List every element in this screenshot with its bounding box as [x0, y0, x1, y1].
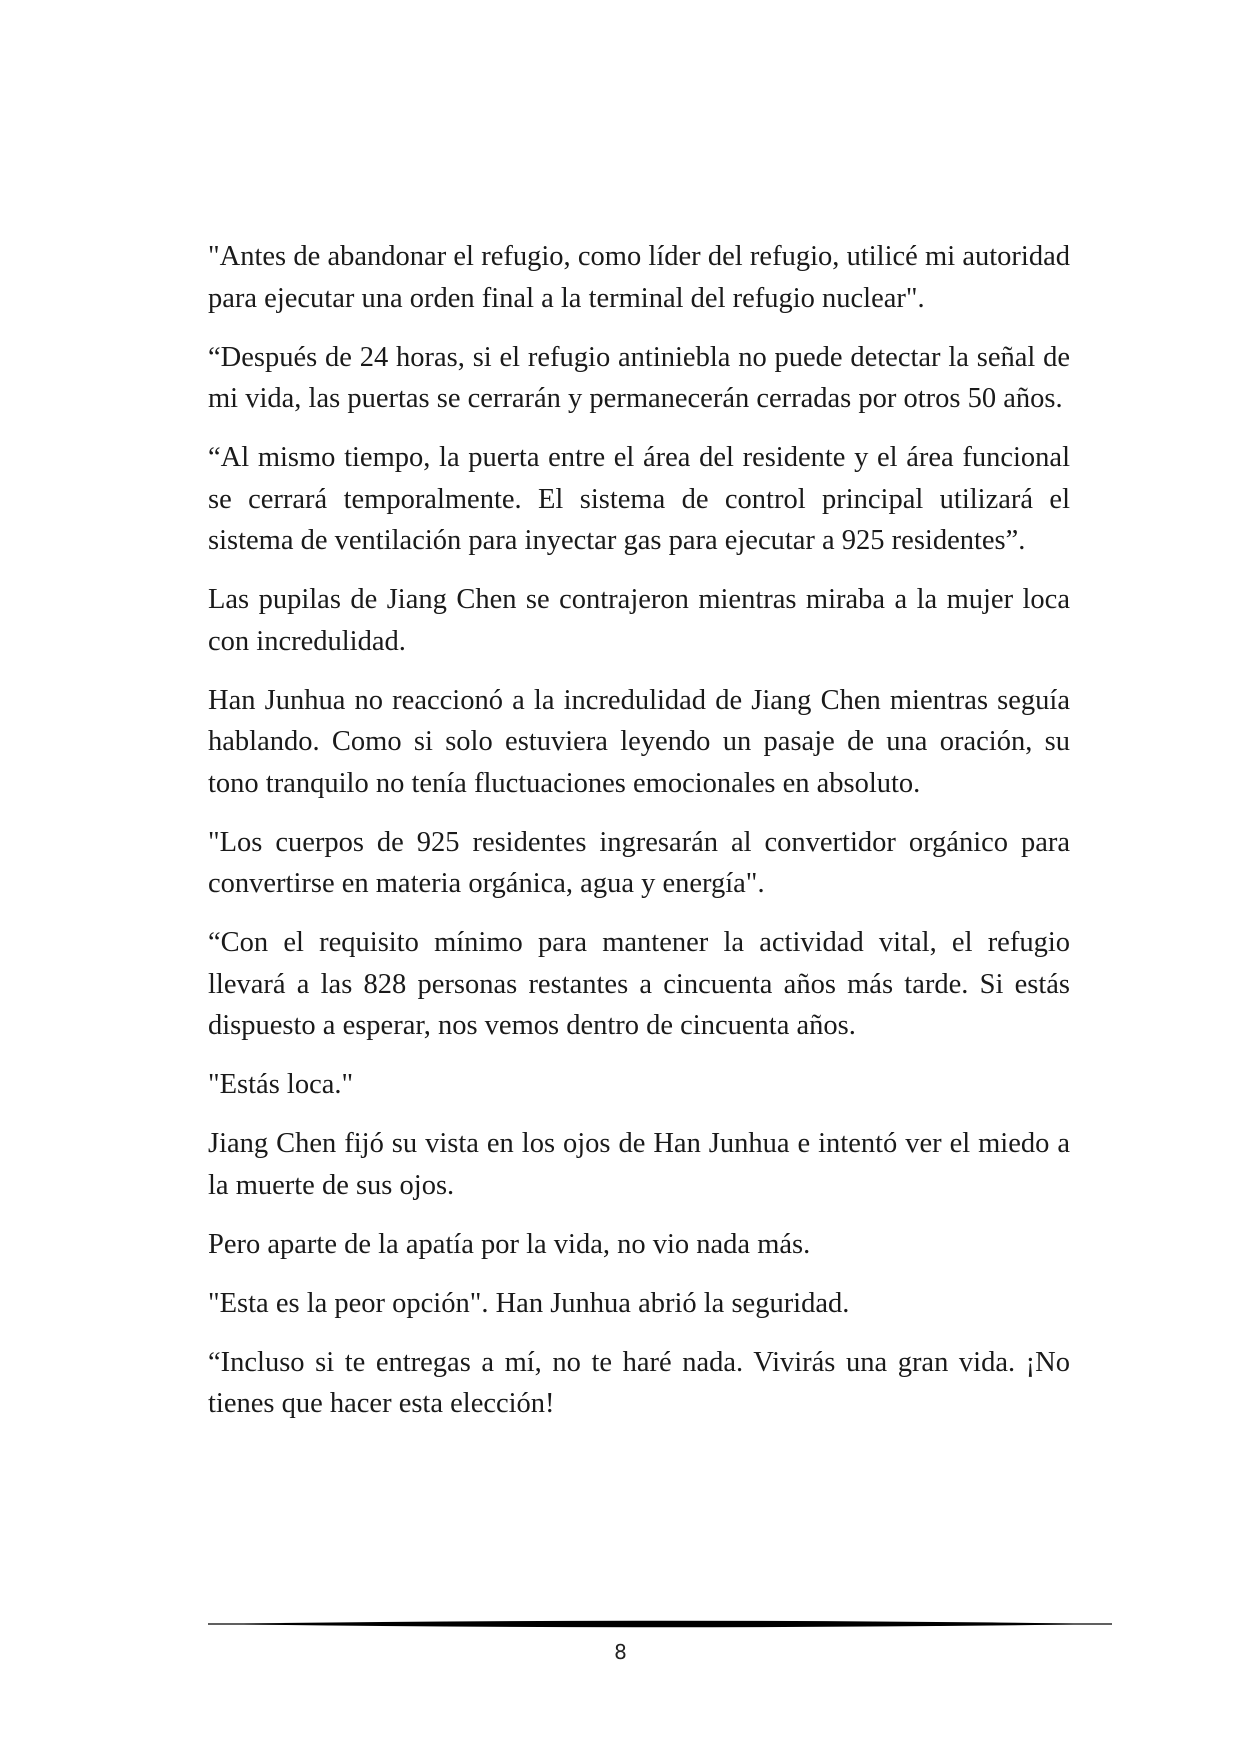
paragraph: Pero aparte de la apatía por la vida, no vio nada más.: [208, 1228, 811, 1260]
body-text: [208, 236, 1070, 1442]
paragraph: Jiang Chen fijó su vista en los ojos de Han Junhua e intentó ver el miedo a la muerte de sus ojos.: [208, 1128, 1070, 1201]
paragraph: "Los cuerpos de 925 residentes ingresarán al convertidor orgánico para convertirse en materia orgánica, agua y energía".: [208, 826, 1070, 899]
paragraph: "Antes de abandonar el refugio, como líder del refugio, utilicé mi autoridad para ejecutar una orden final a la terminal del refugio nuclear".: [208, 241, 1070, 314]
paragraph: “Después de 24 horas, si el refugio antiniebla no puede detectar la señal de mi vida, las puertas se cerrarán y permanecerán cerradas por otros 50 años.: [208, 341, 1070, 414]
paragraph: “Incluso si te entregas a mí, no te haré nada. Vivirás una gran vida. ¡No tienes que hacer esta elección!: [208, 1346, 1070, 1419]
paragraph: "Estás loca.": [208, 1069, 354, 1100]
paragraph: "Esta es la peor opción". Han Junhua abrió la seguridad.: [208, 1287, 850, 1319]
paragraph: Han Junhua no reaccionó a la incredulidad de Jiang Chen mientras seguía hablando. Como si solo estuviera leyendo un pasaje de una oración, su tono tranquilo no tenía fluctuaciones emocionales en absoluto.: [208, 684, 1070, 799]
paragraph: “Con el requisito mínimo para mantener la actividad vital, el refugio llevará a las 828 personas restantes a cincuenta años más tarde. Si estás dispuesto a esperar, nos vemos dentro de cincuenta años.: [208, 927, 1070, 1041]
paragraph: “Al mismo tiempo, la puerta entre el área del residente y el área funcional se cerrará temporalmente. El sistema de control principal utilizará el sistema de ventilación para inyectar gas para ejecutar a 925 residentes”.: [208, 442, 1070, 556]
page-number: 8: [614, 1640, 627, 1664]
footer-rule: [208, 1619, 1112, 1629]
paragraph: Las pupilas de Jiang Chen se contrajeron mientras miraba a la mujer loca con incredulidad.: [208, 584, 1070, 657]
